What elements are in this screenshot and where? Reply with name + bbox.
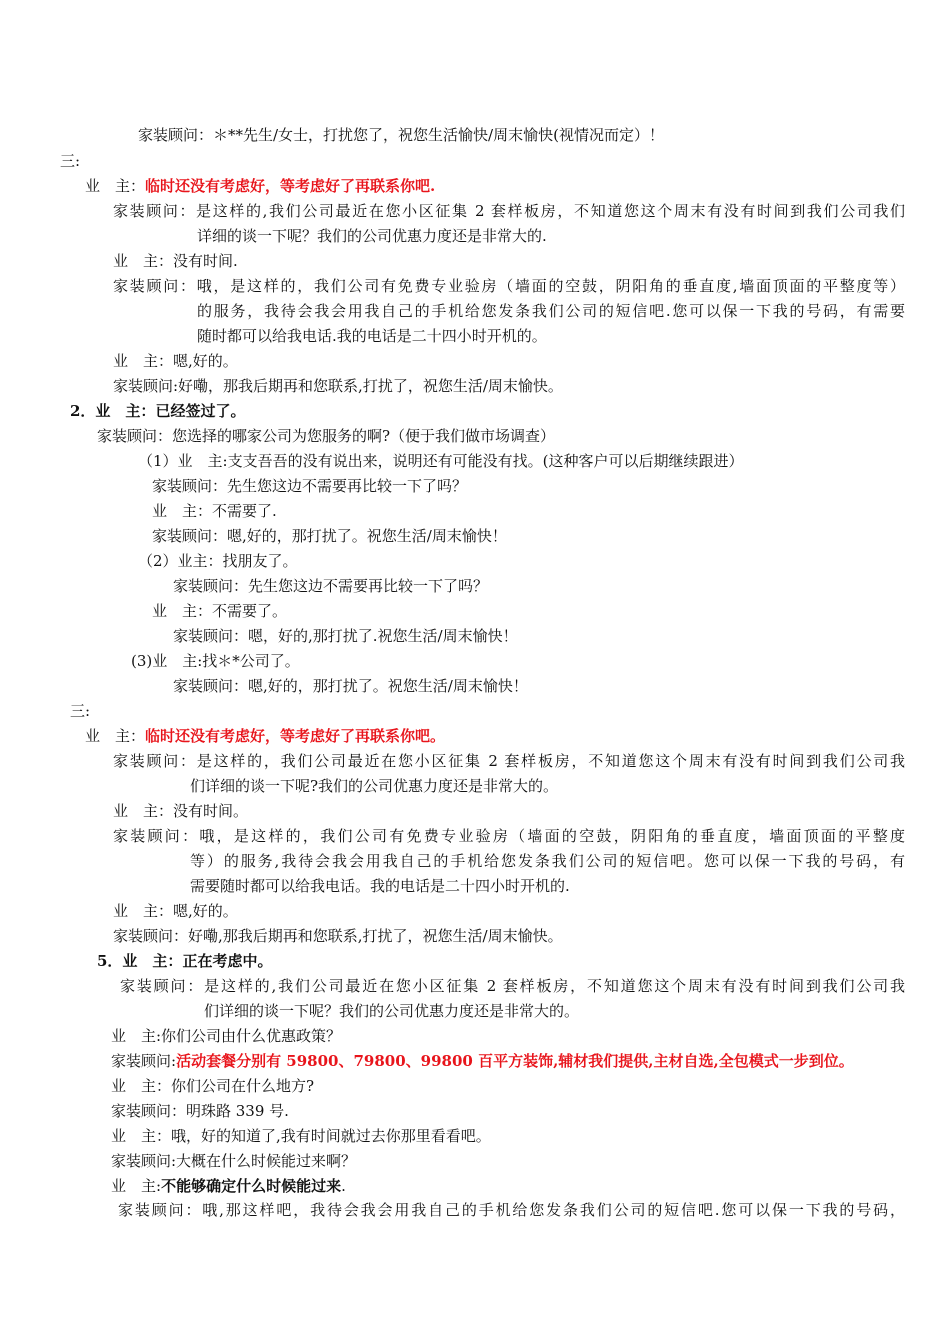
owner-line: 业 主:你们公司由什么优惠政策？ [111, 1027, 342, 1045]
owner-line [85, 725, 445, 747]
speaker-label: 业 主： [85, 727, 146, 745]
owner-line: （1）业 主:支支吾吾的没有说出来，说明还有可能没有找。(这种客户可以后期继续跟进） [138, 452, 744, 470]
owner-line: （2）业主：找朋友了。 [138, 552, 298, 570]
advisor-line: 家装顾问：先生您这边不需要再比较一下了吗？ [173, 577, 489, 595]
continuation-line: 等）的服务,我待会我会用我自己的手机给您发条我们公司的短信吧。您可以保一下我的号码，有 [190, 852, 905, 870]
continuation-line: 随时都可以给我电话.我的电话是二十四小时开机的。 [197, 327, 547, 345]
advisor-line: 家装顾问：＊**先生/女士，打扰您了，祝您生活愉快/周末愉快(视情况而定）！ [138, 126, 664, 144]
owner-line: 业 主：没有时间. [113, 252, 238, 270]
owner-line [85, 175, 435, 197]
advisor-line: 家装顾问:大概在什么时候能过来啊？ [111, 1152, 357, 1170]
advisor-line: 家装顾问：好嘞,那我后期再和您联系,打扰了，祝您生活/周末愉快。 [113, 927, 563, 945]
advisor-line: 家装顾问：哦，是这样的，我们公司有免费专业验房（墙面的空鼓，阴阳角的垂直度,墙面顶面的平整度等） [113, 277, 905, 295]
advisor-line: 家装顾问：您选择的哪家公司为您服务的啊?（便于我们做市场调查） [97, 427, 556, 445]
advisor-line: 家装顾问：嗯,好的，那打扰了。祝您生活/周末愉快！ [152, 527, 507, 545]
owner-line [111, 1175, 346, 1197]
owner-line: (3)业 主:找＊*公司了。 [131, 652, 300, 670]
speaker-label: 家装顾问: [111, 1052, 177, 1070]
owner-line: 业 主：你们公司在什么地方? [111, 1077, 315, 1095]
speaker-label: 业 主： [85, 177, 146, 195]
advisor-line: 家装顾问：嗯，好的,那打扰了.祝您生活/周末愉快！ [173, 627, 518, 645]
highlight-text: 活动套餐分别有 59800、79800、99800 百平方装饰,辅材我们提供,主材自选,全包模式一步到位。 [176, 1052, 854, 1070]
highlight-text: 临时还没有考虑好，等考虑好了再联系你吧. [145, 177, 436, 195]
owner-line: 业 主：哦，好的知道了,我有时间就过去你那里看看吧。 [111, 1127, 491, 1145]
advisor-line [111, 1050, 854, 1072]
section-number: 三: [70, 702, 91, 720]
emphasis-text: 不能够确定什么时候能过来 [161, 1177, 342, 1195]
owner-line: 业 主：不需要了. [152, 502, 277, 520]
owner-line: 业 主：嗯,好的。 [113, 352, 238, 370]
advisor-line: 家装顾问：哦，是这样的，我们公司有免费专业验房（墙面的空鼓，阴阳角的垂直度，墙面顶面的平整度 [113, 827, 905, 845]
trailing-punct: . [341, 1177, 346, 1195]
advisor-line: 家装顾问:好嘞，那我后期再和您联系,打扰了，祝您生活/周末愉快。 [113, 377, 563, 395]
section-heading: 5．业 主：正在考虑中。 [97, 952, 273, 970]
continuation-line: 们详细的谈一下呢？我们的公司优惠力度还是非常大的。 [204, 1002, 580, 1020]
advisor-line: 家装顾问：哦,那这样吧，我待会我会用我自己的手机给您发条我们公司的短信吧.您可以保一下我的号码， [118, 1201, 905, 1219]
advisor-line: 家装顾问：是这样的,我们公司最近在您小区征集 2 套样板房，不知道您这个周末有没有时间到我们公司我们 [113, 202, 905, 220]
advisor-line: 家装顾问：嗯,好的，那打扰了。祝您生活/周末愉快！ [173, 677, 528, 695]
continuation-line: 们详细的谈一下呢?我们的公司优惠力度还是非常大的。 [190, 777, 559, 795]
continuation-line: 详细的谈一下呢？我们的公司优惠力度还是非常大的. [197, 227, 547, 245]
advisor-line: 家装顾问：明珠路 339 号. [111, 1102, 289, 1120]
continuation-line: 需要随时都可以给我电话。我的电话是二十四小时开机的. [190, 877, 570, 895]
section-number: 三: [60, 152, 81, 170]
speaker-label: 业 主: [111, 1177, 162, 1195]
owner-line: 业 主：不需要了。 [152, 602, 288, 620]
section-heading: 2．业 主：已经签过了。 [70, 402, 246, 420]
advisor-line: 家装顾问：是这样的,我们公司最近在您小区征集 2 套样板房，不知道您这个周末有没有时间到我们公司我 [120, 977, 905, 995]
advisor-line: 家装顾问：是这样的，我们公司最近在您小区征集 2 套样板房，不知道您这个周末有没有时间到我们公司我 [113, 752, 905, 770]
owner-line: 业 主：嗯,好的。 [113, 902, 238, 920]
continuation-line: 的服务，我待会我会用我自己的手机给您发条我们公司的短信吧.您可以保一下我的号码，有需要 [197, 302, 905, 320]
highlight-text: 临时还没有考虑好，等考虑好了再联系你吧。 [145, 727, 446, 745]
advisor-line: 家装顾问：先生您这边不需要再比较一下了吗？ [152, 477, 468, 495]
owner-line: 业 主：没有时间。 [113, 802, 249, 820]
